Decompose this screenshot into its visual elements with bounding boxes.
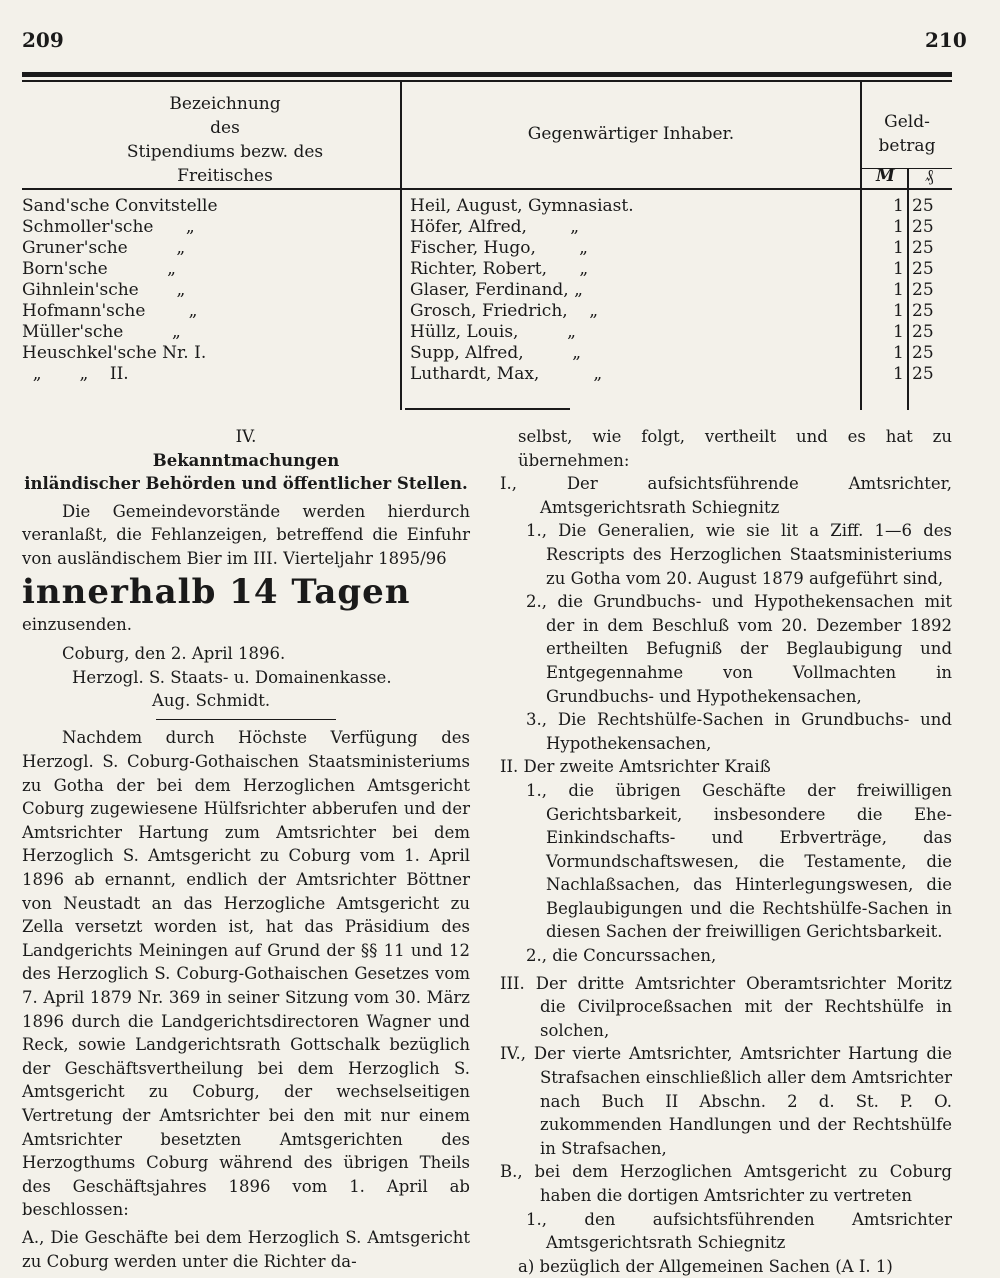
cell-marks: 1 <box>893 280 904 300</box>
header-line: Freitisches <box>177 166 273 186</box>
cell-marks: 1 <box>893 322 904 342</box>
decree-item-i: I., Der aufsichtsführende Amtsrichter, Amtsgerichtsrath Schiegnitz <box>500 474 952 517</box>
cell-holder: Grosch, Friedrich, „ <box>410 301 599 321</box>
unit-mark: M <box>876 166 895 186</box>
cell-stipend: „ „ II. <box>22 364 129 384</box>
notice-text: Die Gemeindevorstände werden hierdurch veranlaßt, die Fehlanzeigen, betreffend die Einfuhr von ausländischem Bier im III. Vierteljahr 1895/96 <box>22 501 470 568</box>
cell-holder: Hüllz, Louis, „ <box>410 322 576 342</box>
court-decree-part-a: A., Die Geschäfte bei dem Herzoglich S. Amtsgericht zu Coburg werden unter die Richter da- <box>22 1227 470 1271</box>
cell-marks: 1 <box>893 196 904 216</box>
header-line: Bezeichnung <box>169 94 281 114</box>
table-divider <box>907 168 909 410</box>
decree-item-ii: II. Der zweite Amtsrichter Kraiß <box>500 757 771 777</box>
cell-marks: 1 <box>893 238 904 258</box>
notice-signer: Aug. Schmidt. <box>152 691 271 711</box>
cell-pfennig: 25 <box>912 196 934 216</box>
cell-stipend: Born'sche „ <box>22 259 176 279</box>
cell-pfennig: 25 <box>912 280 934 300</box>
unit-pfennig: ₰ <box>925 166 934 186</box>
header-line: des <box>210 118 240 138</box>
right-column <box>500 425 952 1278</box>
cell-marks: 1 <box>893 343 904 363</box>
section-heading: Bekanntmachungen <box>152 450 340 470</box>
decree-item-ii-1: 1., die übrigen Geschäfte der freiwilligen Gerichtsbarkeit, insbesondere die Ehe- Einkindschafts- und Erbverträge, das Vormundschaftswesen, die Testamente, die Nachlaßsachen, das Hinterlegungswesen, die Beglaubigungen und die Rechtshülfe-Sachen in diesen Sachen der freiwilligen Gerichtsbarkeit. <box>526 780 952 942</box>
cell-pfennig: 25 <box>912 343 934 363</box>
cell-stipend: Schmoller'sche „ <box>22 217 195 237</box>
table-header-rule <box>22 188 952 190</box>
cell-stipend: Sand'sche Convitstelle <box>22 196 218 216</box>
decree-item-i-3: 3., Die Rechtshülfe-Sachen in Grundbuchs- und Hypothekensachen, <box>526 710 952 753</box>
top-rule-thin <box>22 80 952 82</box>
notice-office: Herzogl. S. Staats- u. Domainenkasse. <box>72 667 392 687</box>
cell-holder: Supp, Alfred, „ <box>410 343 582 363</box>
cell-holder: Fischer, Hugo, „ <box>410 238 588 258</box>
deadline-text: innerhalb 14 Tagen <box>22 571 411 612</box>
cell-marks: 1 <box>893 301 904 321</box>
court-decree-text: Nachdem durch Höchste Verfügung des Herzogl. S. Coburg-Gothaischen Staatsministeriums zu Gotha der bei dem Herzoglichen Amtsgericht Coburg zugewiesene Hülfsrichter abberufen und der Amtsrichter Hartung zum Amtsrichter bei dem Herzoglich S. Amtsgericht zu Coburg vom 1. April 1896 ab ernannt, endlich der Amtsrichter Böttner von Neustadt an das Herzogliche Amtsgericht zu Zella versetzt worden ist, hat das Präsidium des Landgerichts Meiningen auf Grund der §§ 11 und 12 des Herzoglich S. Coburg-Gothaischen Gesetzes vom 7. April 1879 Nr. 369 in seiner Sitzung vom 30. März 1896 durch die Landgerichtsdirectoren Wagner und Reck, sowie Landgerichtsrath Gottschalk bezüglich der Geschäftsvertheilung bei dem Herzoglich S. Amtsgericht zu Coburg, der wechselseitigen Vertretung der Amtsrichter bei den mit nur einem Amtsrichter besetzten Amtsgerichten des Herzogthums Coburg während des übrigen Theils des Geschäftsjahres 1896 vom 1. April ab beschlossen: <box>22 728 470 1220</box>
decree-item-ii-2: 2., die Concurssachen, <box>526 946 717 966</box>
top-rule <box>22 72 952 77</box>
page-number-left: 209 <box>22 28 64 52</box>
header-line: Stipendiums bezw. des <box>126 142 324 162</box>
cell-stipend: Müller'sche „ <box>22 322 181 342</box>
header-line: betrag <box>878 136 936 156</box>
decree-continuation: selbst, wie folgt, vertheilt und es hat zu übernehmen: <box>518 427 952 470</box>
decree-item-i-1: 1., Die Generalien, wie sie lit a Ziff. 1—6 des Rescripts des Herzoglichen Staatsministeriums zu Gotha vom 20. August 1879 aufgeführt sind, <box>526 521 952 588</box>
cell-holder: Heil, August, Gymnasiast. <box>410 196 634 216</box>
decree-item-i-2: 2., die Grundbuchs- und Hypothekensachen mit der in dem Beschluß vom 20. Dezember 1892 ertheilten Befugniß der Beglaubigung und Entgegennahme von Vollmachten in Grundbuchs- und Hypothekensachen, <box>526 592 952 706</box>
table-end-rule <box>405 408 570 410</box>
cell-stipend: Hofmann'sche „ <box>22 301 198 321</box>
notice-date: Coburg, den 2. April 1896. <box>62 644 286 664</box>
cell-pfennig: 25 <box>912 322 934 342</box>
cell-stipend: Gruner'sche „ <box>22 238 186 258</box>
cell-marks: 1 <box>893 364 904 384</box>
column-header-holder: Gegenwärtiger Inhaber. <box>527 124 735 144</box>
cell-holder: Glaser, Ferdinand, „ <box>410 280 583 300</box>
section-number: IV. <box>235 427 257 446</box>
column-header-designation <box>110 92 340 188</box>
cell-pfennig: 25 <box>912 364 934 384</box>
cell-pfennig: 25 <box>912 301 934 321</box>
cell-stipend: Gihnlein'sche „ <box>22 280 186 300</box>
cell-pfennig: 25 <box>912 238 934 258</box>
column-header-amount <box>862 110 952 158</box>
cell-holder: Richter, Robert, „ <box>410 259 589 279</box>
cell-stipend: Heuschkel'sche Nr. I. <box>22 343 207 363</box>
decree-item-iii: III. Der dritte Amtsrichter Oberamtsrichter Moritz die Civilproceßsachen mit der Rechtshülfe in solchen, <box>500 973 952 1040</box>
cell-pfennig: 25 <box>912 217 934 237</box>
notice-text-end: einzusenden. <box>22 614 133 634</box>
decree-item-b-a: a) bezüglich der Allgemeinen Sachen (A I. 1) <box>518 1256 893 1276</box>
decree-item-b: B., bei dem Herzoglichen Amtsgericht zu Coburg haben die dortigen Amtsrichter zu vertreten <box>500 1162 952 1205</box>
cell-marks: 1 <box>893 217 904 237</box>
decree-item-b-1: 1., den aufsichtsführenden Amtsrichter Amtsgerichtsrath Schiegnitz <box>526 1209 952 1253</box>
decree-item-iv: IV., Der vierte Amtsrichter, Amtsrichter Hartung die Strafsachen einschließlich aller dem Amtsrichter nach Buch II Abschn. 2 d. St. P. O. zukommenden Handlungen und der Rechtshülfe in Strafsachen, <box>500 1044 952 1158</box>
section-subheading: inländischer Behörden und öffentlicher Stellen. <box>24 474 468 494</box>
page-number-right: 210 <box>925 28 967 52</box>
cell-holder: Luthardt, Max, „ <box>410 364 603 384</box>
left-column <box>22 425 470 1273</box>
cell-pfennig: 25 <box>912 259 934 279</box>
cell-holder: Höfer, Alfred, „ <box>410 217 579 237</box>
header-line: Geld- <box>884 112 930 132</box>
separator-rule <box>156 719 336 721</box>
cell-marks: 1 <box>893 259 904 279</box>
